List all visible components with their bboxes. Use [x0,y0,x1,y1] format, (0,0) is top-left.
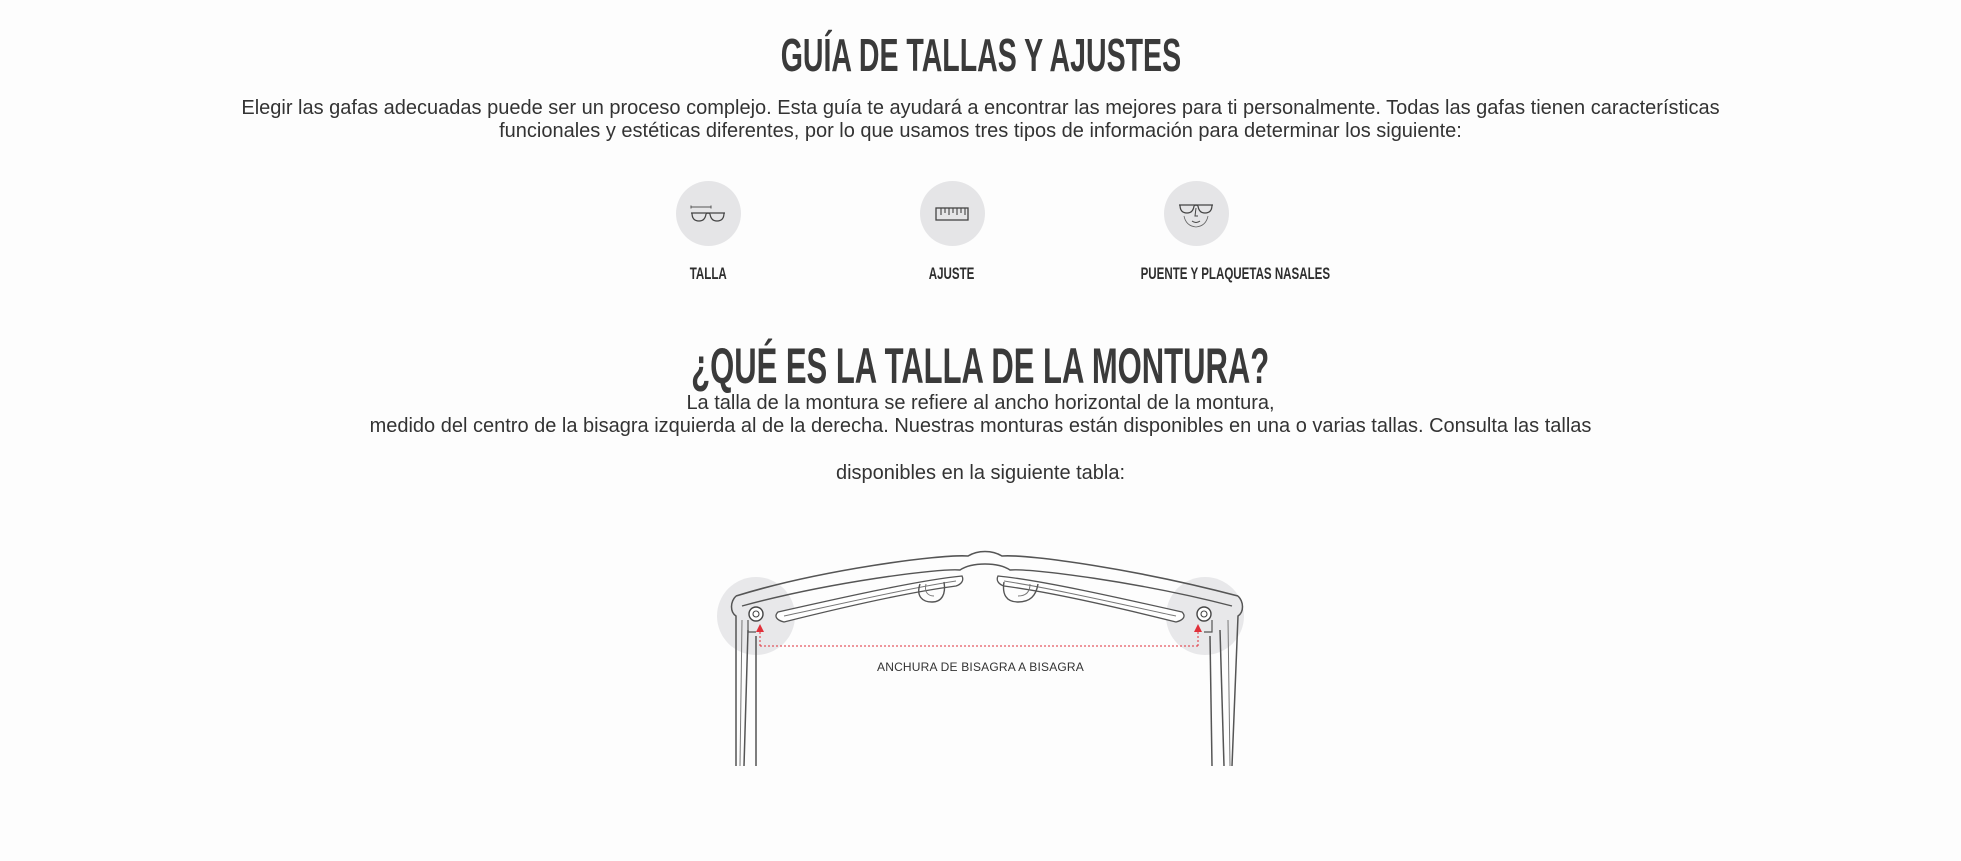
diagram-caption: ANCHURA DE BISAGRA A BISAGRA [877,660,1084,674]
feature-label: PUENTE Y PLAQUETAS NASALES [1140,264,1331,283]
right-lens-edge [997,576,1184,622]
glasses-size-icon [676,181,741,246]
frame-size-text-line-1: La talla de la montura se refiere al ancho horizontal de la montura, [686,392,1275,414]
hinge-width-diagram [700,540,1260,770]
left-lens-edge [776,576,963,622]
feature-ajuste[interactable] [852,181,1052,284]
intro-text-line-1: Elegir las gafas adecuadas puede ser un proceso complejo. Esta guía te ayudará a encontrar las mejores para ti personalmente. Todas las gafas tienen características [241,97,1720,119]
feature-label: AJUSTE [929,264,975,283]
feature-talla[interactable] [608,181,808,284]
right-hinge-screw [1197,607,1211,621]
right-temple-inner [1210,636,1212,766]
feature-label: TALLA [689,264,727,283]
frame-size-title: ¿QUÉ ES LA TALLA DE LA MONTURA? [691,338,1270,394]
left-hinge-screw [749,607,763,621]
frame-size-text-line-2: medido del centro de la bisagra izquierda al de la derecha. Nuestras monturas están disponibles en una o varias tallas. Consulta las tallas [369,415,1592,437]
frame-size-text-line-3: disponibles en la siguiente tabla: [835,462,1126,484]
face-glasses-icon [1164,181,1229,246]
size-guide-title: GUÍA DE TALLAS Y AJUSTES [780,29,1181,81]
intro-text-line-2: funcionales y estéticas diferentes, por lo que usamos tres tipos de información para determinar los siguiente: [499,120,1462,142]
ruler-icon [920,181,985,246]
frame-inner-top [742,564,1232,606]
feature-puente[interactable] [1096,181,1331,284]
